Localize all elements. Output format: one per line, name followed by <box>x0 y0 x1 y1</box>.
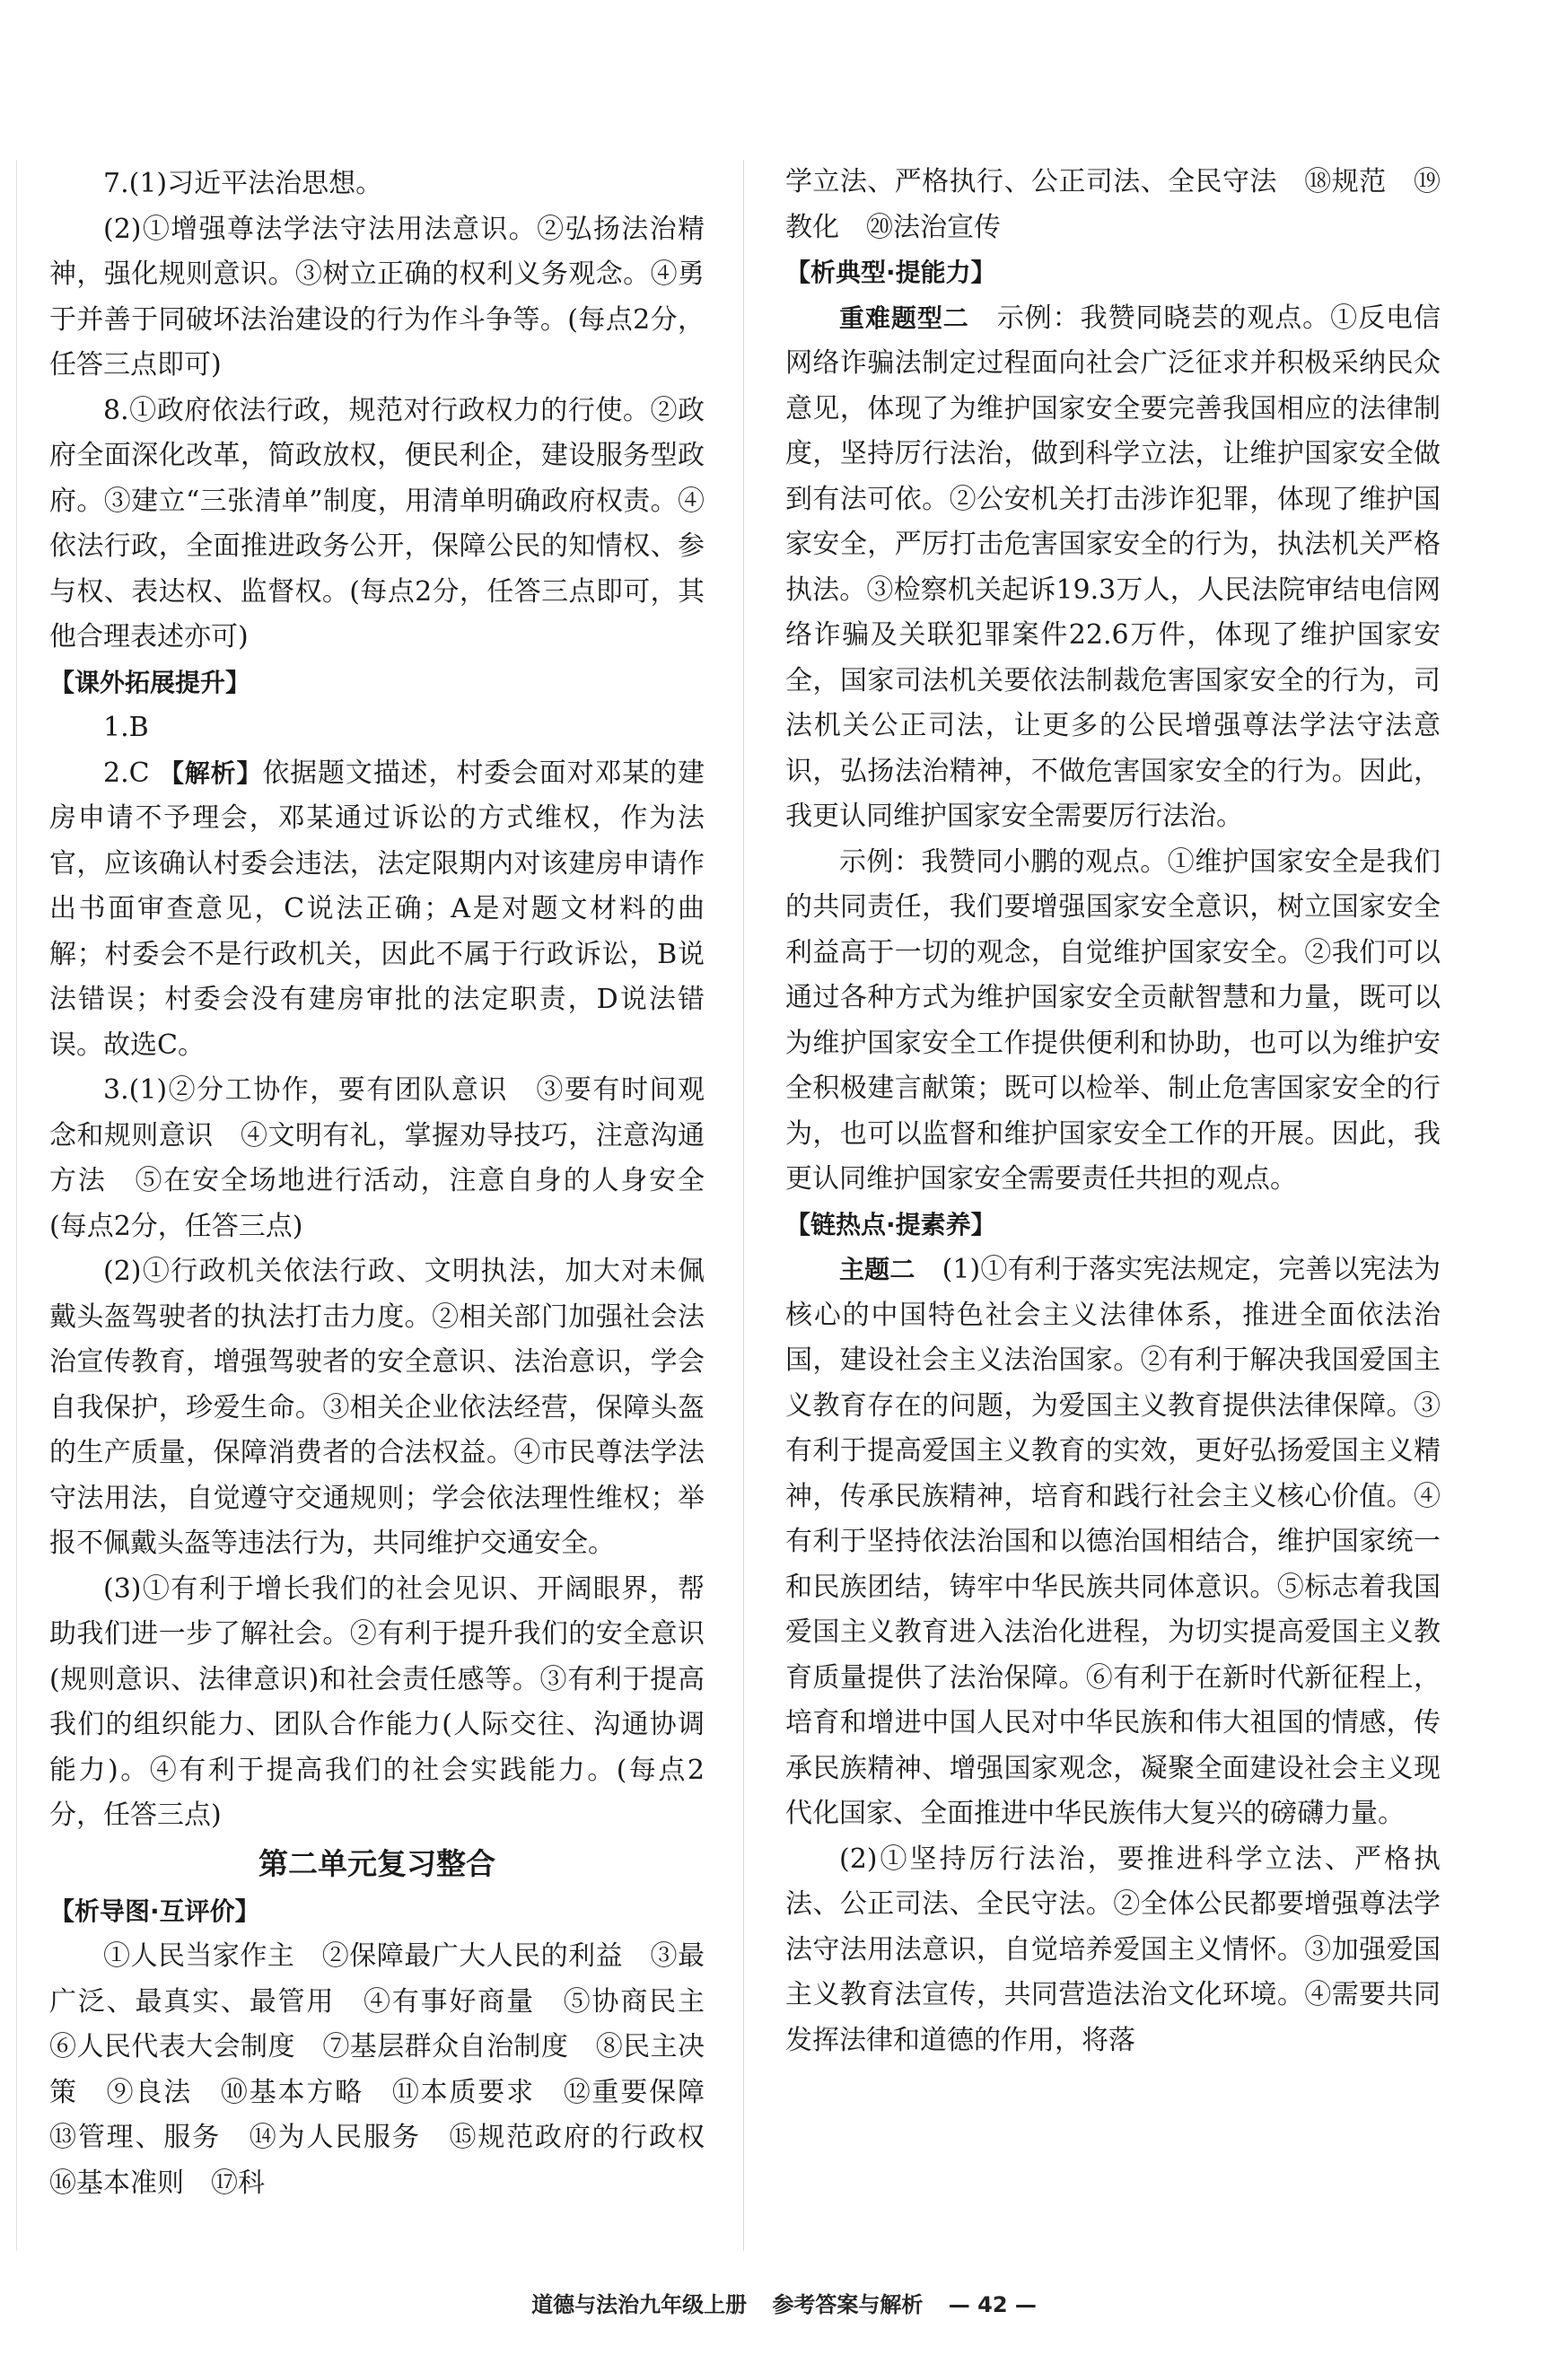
theme-tag: 主题二 <box>839 1255 915 1284</box>
unit-title: 第二单元复习整合 <box>258 1845 495 1881</box>
theme-2-part-1 <box>785 1248 1441 1837</box>
theme-2-part-2: (2)①坚持厉行法治，要推进科学立法、严格执法、公正司法、全民守法。②全体公民都要增强尊法学法守法用法意识，自觉培养爱国主义情怀。③加强爱国主义教育法宣传，共同营造法治文化环境。④需要共同发挥法律和道德的作用，将落 <box>785 1843 1441 2056</box>
answer-3-2: (2)①行政机关依法行政、文明执法，加大对未佩戴头盔驾驶者的执法打击力度。②相关部门加强社会法治宣传教育，增强驾驶者的安全意识、法治意识，学会自我保护，珍爱生命。③相关企业依法经营，保障头盔的生产质量，保障消费者的合法权益。④市民尊法学法守法用法，自觉遵守交通规则；学会依法理性维权；举报不佩戴头盔等违法行为，共同维护交通安全。 <box>49 1256 705 1559</box>
key-type-text: 示例：我赞同晓芸的观点。①反电信网络诈骗法制定过程面向社会广泛征求并积极采纳民众意见，体现了为维护国家安全要完善我国相应的法律制度，坚持厉行法治，做到科学立法，让维护国家安全做到有法可依。②公安机关打击涉诈犯罪，体现了维护国家安全，严厉打击危害国家安全的行为，执法机关严格执法。③检察机关起诉19.3万人，人民法院审结电信网络诈骗及关联犯罪案件22.6万件，体现了维护国家安全，国家司法机关要依法制裁危害国家安全的行为，司法机关公正司法，让更多的公民增强尊法学法守法意识，弘扬法治精神，不做危害国家安全的行为。因此，我更认同维护国家安全需要厉行法治。 <box>785 302 1441 832</box>
column-divider <box>743 160 744 2251</box>
answer-7-2: (2)①增强尊法学法守法用法意识。②弘扬法治精神，强化规则意识。③树立正确的权利义务观念。④勇于并善于同破坏法治建设的行为作斗争等。(每点2分，任答三点即可) <box>49 213 705 381</box>
example-2: 示例：我赞同小鹏的观点。①维护国家安全是我们的共同责任，我们要增强国家安全意识，树立国家安全利益高于一切的观念，自觉维护国家安全。②我们可以通过各种方式为维护国家安全贡献智慧和力量，既可以为维护国家安全工作提供便利和协助，也可以为维护安全积极建言献策；既可以检举、制止危害国家安全的行为，也可以监督和维护国家安全工作的开展。因此，我更认同维护国家安全需要责任共担的观点。 <box>785 845 1441 1195</box>
answer-3-1: 3.(1)②分工协作，要有团队意识 ③要有时间观念和规则意识 ④文明有礼，掌握劝导技巧，注意沟通方法 ⑤在安全场地进行活动，注意自身的人身安全(每点2分，任答三点) <box>49 1074 705 1242</box>
page-number: — 42 — <box>948 2292 1037 2317</box>
answer-2-choice: 2.C <box>103 757 159 789</box>
page-footer <box>0 2287 1568 2318</box>
answer-2-analysis: 依据题文描述，村委会面对邓某的建房申请不予理会，邓某通过诉讼的方式维权，作为法官，应该确认村委会违法，法定限期内对该建房申请作出书面审查意见，C说法正确；A是对题文材料的曲解；村委会不是行政机关，因此不属于行政诉讼，B说法错误；村委会没有建房审批的法定职责，D说法错误。故选C。 <box>49 757 705 1061</box>
section-heading-daotu: 【析导图·互评价】 <box>49 1896 260 1926</box>
answer-1: 1.B <box>103 712 149 743</box>
mindmap-answers: ①人民当家作主 ②保障最广大人民的利益 ③最广泛、最真实、最管用 ④有事好商量 ⑤协商民主 ⑥人民代表大会制度 ⑦基层群众自治制度 ⑧民主决策 ⑨良法 ⑩基本方略 ⑪本质要求 ⑫重要保障 ⑬管理、服务 ⑭为人民服务 ⑮规范政府的行政权 ⑯基本准则 ⑰科 <box>49 1940 731 2199</box>
footer-book-title: 道德与法治九年级上册 <box>531 2292 748 2317</box>
answer-2 <box>49 751 705 1069</box>
answer-8: 8.①政府依法行政，规范对行政权力的行使。②政府全面深化改革，简政放权，便民利企，建设服务型政府。③建立“三张清单”制度，用清单明确政府权责。④依法行政，全面推进政务公开，保障公民的知情权、参与权、表达权、监督权。(每点2分，任答三点即可，其他合理表述亦可) <box>49 394 705 652</box>
right-column <box>785 160 1441 2063</box>
section-heading-redian: 【链热点·提素养】 <box>785 1209 996 1239</box>
key-type-tag: 重难题型二 <box>839 302 969 333</box>
analysis-tag: 【解析】 <box>158 757 263 788</box>
margin-rule <box>16 160 17 2251</box>
section-heading-kewai: 【课外拓展提升】 <box>49 667 251 697</box>
section-heading-dianxing: 【析典型·提能力】 <box>785 258 996 287</box>
footer-section: 参考答案与解析 <box>772 2292 924 2317</box>
left-column <box>49 162 731 2206</box>
key-question-type-2 <box>785 296 1441 840</box>
mindmap-answers-cont: 学立法、严格执行、公正司法、全民守法 ⑱规范 ⑲教化 ⑳法治宣传 <box>785 166 1441 243</box>
theme-2-text: (1)①有利于落实宪法规定，完善以宪法为核心的中国特色社会主义法律体系，推进全面依法治国，建设社会主义法治国家。②有利于解决我国爱国主义教育存在的问题，为爱国主义教育提供法律保障。③有利于提高爱国主义教育的实效，更好弘扬爱国主义精神，传承民族精神，培育和践行社会主义核心价值。④有利于坚持依法治国和以德治国相结合，维护国家统一和民族团结，铸牢中华民族共同体意识。⑤标志着我国爱国主义教育进入法治化进程，为切实提高爱国主义教育质量提供了法治保障。⑥有利于在新时代新征程上，培育和增进中国人民对中华民族和伟大祖国的情感，传承民族精神、增强国家观念，凝聚全面建设社会主义现代化国家、全面推进中华民族伟大复兴的磅礴力量。 <box>785 1254 1441 1829</box>
answer-7-1: 7.(1)习近平法治思想。 <box>103 168 383 199</box>
answer-3-3: (3)①有利于增长我们的社会见识、开阔眼界，帮助我们进一步了解社会。②有利于提升我们的安全意识(规则意识、法律意识)和社会责任感等。③有利于提高我们的组织能力、团队合作能力(人际交往、沟通协调能力)。④有利于提高我们的社会实践能力。(每点2分，任答三点) <box>49 1572 705 1831</box>
